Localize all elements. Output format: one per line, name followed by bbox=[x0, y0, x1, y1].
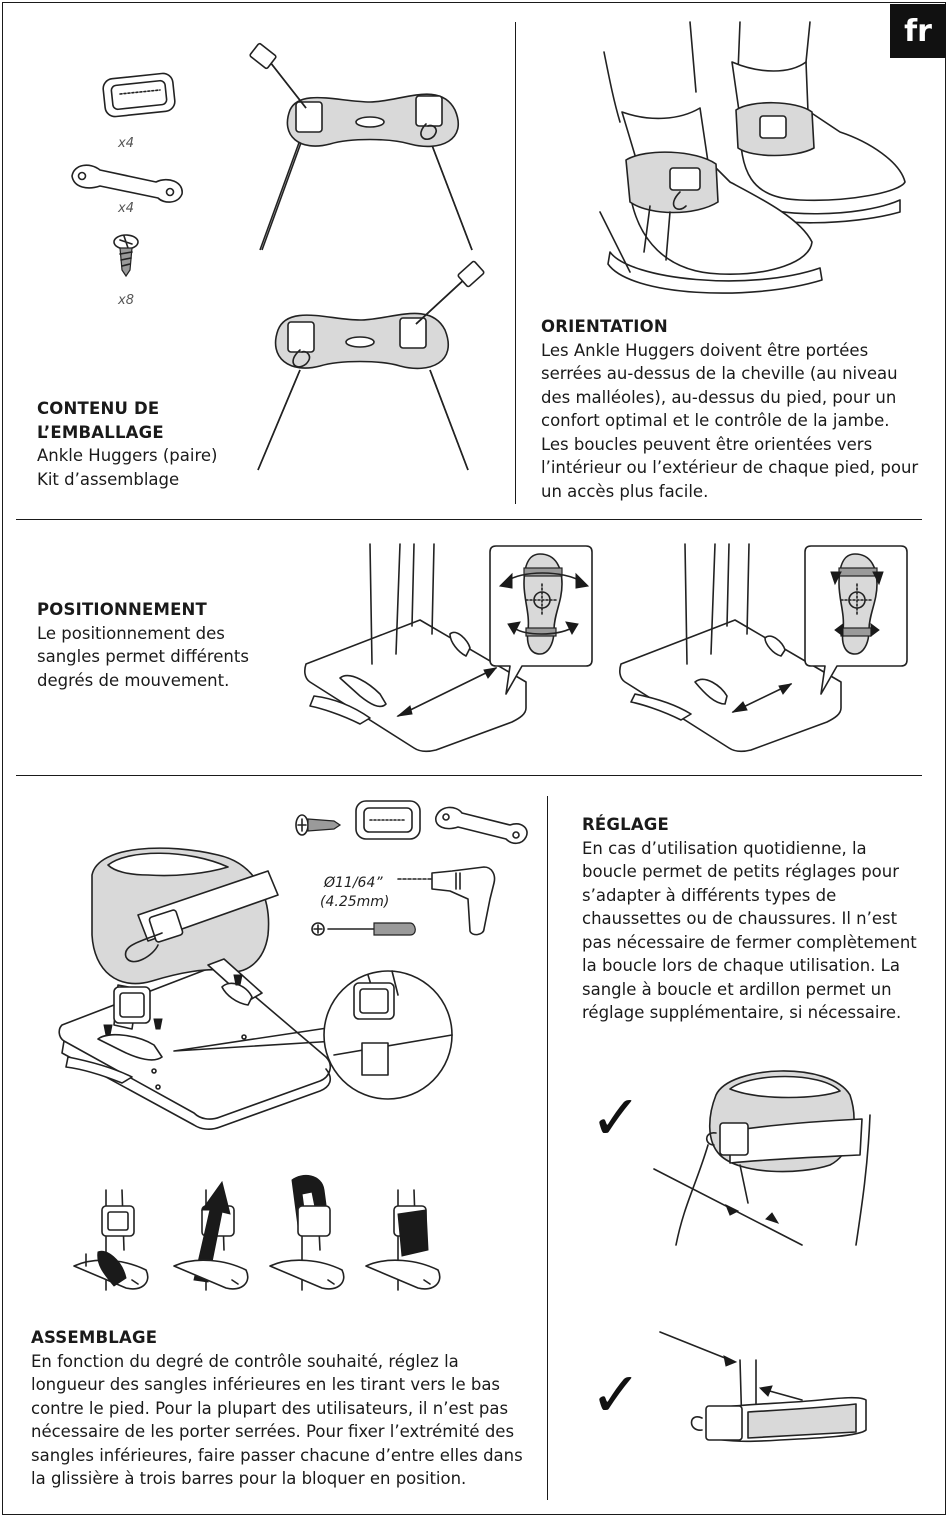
assemblage-title: ASSEMBLAGE bbox=[31, 1328, 158, 1347]
threading-step-2 bbox=[174, 1182, 248, 1290]
positionnement-text bbox=[37, 598, 267, 692]
vertical-divider-top bbox=[515, 22, 516, 504]
strap-threading-steps-illustration bbox=[66, 1170, 456, 1310]
slide-buckle-icon bbox=[102, 72, 176, 117]
positionnement-title: POSITIONNEMENT bbox=[37, 600, 208, 619]
assemblage-text bbox=[31, 1326, 527, 1491]
divider-2 bbox=[16, 775, 922, 776]
feet-wearing-huggers-illustration bbox=[600, 22, 910, 302]
drill-size-label: Ø11/64” bbox=[324, 875, 383, 891]
vertical-divider-bottom bbox=[547, 796, 548, 1500]
quantity-slide: x4 bbox=[118, 136, 134, 151]
contenu-line-2: Kit d’assemblage bbox=[37, 469, 180, 489]
orientation-title: ORIENTATION bbox=[541, 317, 668, 336]
positionnement-body: Le positionnement des sangles permet différents degrés de mouvement. bbox=[37, 623, 249, 690]
footplate-wide-position-illustration bbox=[300, 544, 595, 756]
threading-step-4 bbox=[366, 1190, 440, 1290]
divider-1 bbox=[16, 519, 922, 520]
screw-icon bbox=[114, 235, 138, 276]
orientation-text bbox=[541, 315, 921, 503]
assemblage-body: En fonction du degré de contrôle souhaité, réglez la longueur des sangles inférieures en les tirant vers le bas contre le pied. Pour la plupart des utilisateurs, il n’est pas nécessaire de les porter serrées. Pour fixer l’extrémité des sangles inférieures, faire passer chacune d’entre elles dans la glissière à trois barres pour la bloquer en position. bbox=[31, 1351, 523, 1488]
kit-parts-illustration bbox=[60, 70, 200, 310]
language-badge: fr bbox=[890, 4, 946, 58]
quantity-bracket: x4 bbox=[118, 201, 134, 216]
contenu-title: CONTENU DE L’EMBALLAGE bbox=[37, 399, 164, 442]
reglage-title: RÉGLAGE bbox=[582, 815, 670, 834]
ankle-hugger-pair-illustration bbox=[240, 40, 490, 470]
reglage-text bbox=[582, 813, 922, 1025]
reglage-body: En cas d’utilisation quotidienne, la boucle permet de petits réglages pour s’adapter à différents types de chaussettes ou de chaussures. Il n’est pas nécessaire de fermer complètement la boucle lors de chaque utilisation. La sangle à boucle et ardillon permet un réglage supplémentaire, si nécessaire. bbox=[582, 838, 917, 1022]
threading-step-3 bbox=[270, 1175, 344, 1290]
buckle-adjustment-closed-illustration bbox=[580, 1320, 910, 1470]
footplate-narrow-position-illustration bbox=[615, 544, 910, 756]
orientation-body: Les Ankle Huggers doivent être portées serrées au-dessus de la cheville (au niveau des malléoles), au-dessus du pied, pour un confort optimal et le contrôle de la jambe. Les boucles peuvent être orientées vers l’intérieur ou l’extérieur de chaque pied, pour un accès plus facile. bbox=[541, 340, 919, 501]
buckle-adjustment-open-illustration bbox=[580, 1055, 910, 1265]
contenu-line-1: Ankle Huggers (paire) bbox=[37, 446, 218, 465]
drill-size-metric-label: (4.25mm) bbox=[320, 894, 390, 910]
threading-step-1 bbox=[74, 1190, 148, 1290]
hugger-mounting-illustration bbox=[58, 825, 453, 1145]
ankle-hugger-lower bbox=[258, 261, 485, 470]
check-mark-icon: ✓ bbox=[590, 1081, 642, 1154]
check-mark-icon-2: ✓ bbox=[590, 1358, 642, 1431]
bracket-plate-icon bbox=[72, 165, 182, 202]
quantity-screw: x8 bbox=[118, 293, 134, 308]
contenu-text bbox=[37, 397, 257, 491]
ankle-hugger-upper bbox=[249, 43, 472, 250]
